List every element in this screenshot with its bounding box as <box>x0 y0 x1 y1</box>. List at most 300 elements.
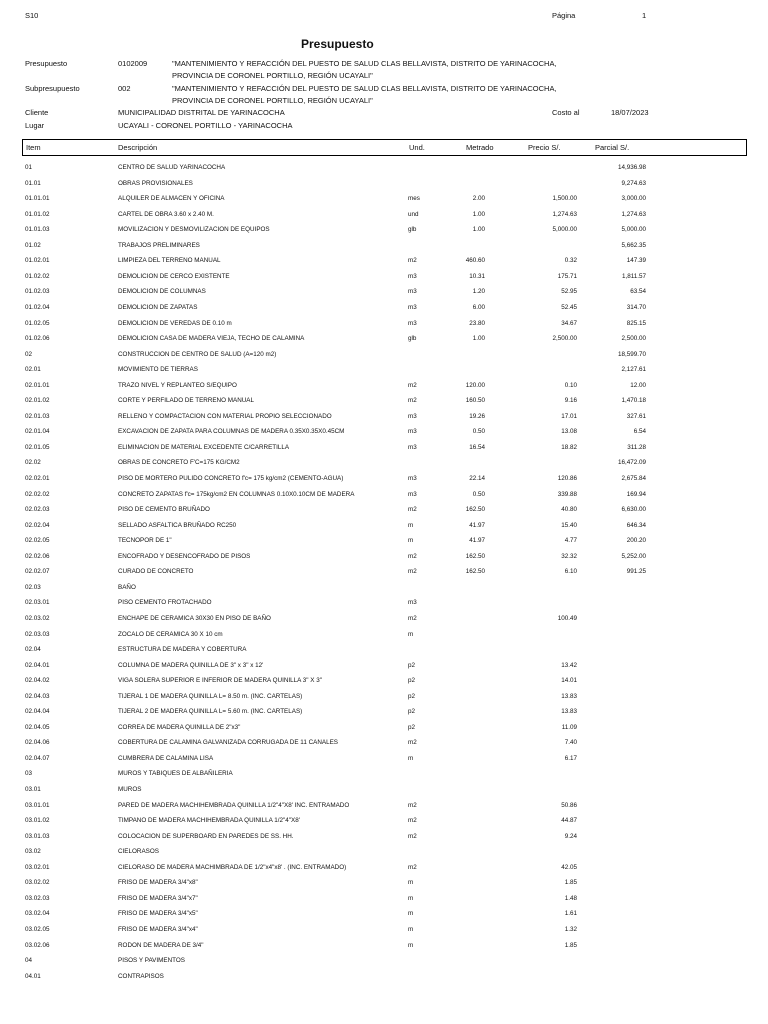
item-unit: m3 <box>408 428 417 436</box>
table-row <box>0 644 768 659</box>
item-metrado: 120.00 <box>465 381 485 389</box>
item-unit: glb <box>408 335 417 343</box>
lugar-label: Lugar <box>25 121 45 130</box>
table-row <box>0 955 768 970</box>
item-precio: 11.09 <box>561 723 577 731</box>
item-precio: 0.10 <box>564 381 577 389</box>
subpresupuesto-label: Subpresupuesto <box>25 84 80 93</box>
table-row <box>0 675 768 690</box>
item-unit: m <box>408 925 414 933</box>
item-code: 03.01.01 <box>25 801 50 809</box>
cliente-value: MUNICIPALIDAD DISTRITAL DE YARINACOCHA <box>118 108 285 117</box>
subpresupuesto-code: 002 <box>118 84 131 93</box>
item-description: CORTE Y PERFILADO DE TERRENO MANUAL <box>118 397 254 405</box>
table-row <box>0 940 768 955</box>
item-description: RODON DE MADERA DE 3/4" <box>118 941 204 949</box>
table-row <box>0 815 768 830</box>
item-code: 02.04.05 <box>25 723 50 731</box>
item-code: 03.02.03 <box>25 894 50 902</box>
column-header-metrado: Metrado <box>466 143 494 152</box>
item-precio: 1.48 <box>564 894 577 902</box>
item-unit: m <box>408 537 414 545</box>
presupuesto-code: 0102009 <box>118 59 148 68</box>
item-precio: 1,274.63 <box>552 210 577 218</box>
item-description: ENCHAPE DE CERAMICA 30X30 EN PISO DE BAÑO <box>118 614 271 622</box>
item-description: FRISO DE MADERA 3/4"x5" <box>118 910 198 918</box>
item-unit: m <box>408 879 414 887</box>
table-row <box>0 908 768 923</box>
table-row <box>0 504 768 519</box>
item-unit: m3 <box>408 412 417 420</box>
item-precio: 15.40 <box>561 521 577 529</box>
item-description: PISO CEMENTO FROTACHADO <box>118 599 212 607</box>
item-description: PISOS Y PAVIMENTOS <box>118 957 185 965</box>
item-parcial: 2,675.84 <box>621 475 646 482</box>
item-parcial: 12.00 <box>630 381 646 389</box>
table-row <box>0 318 768 333</box>
item-description: FRISO DE MADERA 3/4"x7" <box>118 894 198 902</box>
item-metrado: 6.00 <box>472 303 485 311</box>
item-parcial: 327.61 <box>626 412 646 420</box>
item-precio: 6.10 <box>564 568 577 576</box>
item-description: ALQUILER DE ALMACEN Y OFICINA <box>118 195 225 203</box>
item-description: BAÑO <box>118 583 136 591</box>
item-code: 02.03.02 <box>25 614 50 622</box>
item-precio: 120.86 <box>557 475 577 482</box>
table-row <box>0 582 768 597</box>
table-row <box>0 255 768 270</box>
item-unit: und <box>408 210 419 218</box>
table-row <box>0 846 768 861</box>
item-precio: 1,500.00 <box>552 195 577 203</box>
item-unit: m3 <box>408 272 417 280</box>
item-parcial: 5,662.35 <box>621 241 646 249</box>
table-row <box>0 426 768 441</box>
item-precio: 100.49 <box>557 614 577 622</box>
item-code: 02.01 <box>25 366 41 374</box>
table-row <box>0 597 768 612</box>
table-row <box>0 753 768 768</box>
item-precio: 339.88 <box>557 490 577 498</box>
item-code: 03.01.03 <box>25 832 50 840</box>
table-row <box>0 395 768 410</box>
item-precio: 9.16 <box>564 397 577 405</box>
table-row <box>0 286 768 301</box>
item-parcial: 9,274.63 <box>621 179 646 187</box>
item-description: RELLENO Y COMPACTACION CON MATERIAL PROPIO SELECCIONADO <box>118 412 332 420</box>
item-precio: 50.86 <box>561 801 577 809</box>
item-code: 02.04 <box>25 646 41 654</box>
cliente-label: Cliente <box>25 108 49 117</box>
item-metrado: 41.97 <box>469 537 485 545</box>
item-parcial: 5,252.00 <box>621 552 646 560</box>
item-code: 02.02.07 <box>25 568 50 576</box>
item-precio: 0.32 <box>564 257 577 265</box>
item-code: 03 <box>25 770 33 778</box>
table-row <box>0 784 768 799</box>
item-precio: 40.80 <box>561 506 577 514</box>
item-unit: m2 <box>408 506 417 514</box>
item-description: FRISO DE MADERA 3/4"x8" <box>118 879 198 887</box>
item-parcial: 5,000.00 <box>621 226 646 234</box>
item-metrado: 41.97 <box>469 521 485 529</box>
item-metrado: 19.26 <box>469 412 485 420</box>
item-code: 02.03.01 <box>25 599 50 607</box>
item-code: 02.01.05 <box>25 443 50 451</box>
table-row <box>0 862 768 877</box>
item-unit: m3 <box>408 319 417 327</box>
item-description: MOVILIZACION Y DESMOVILIZACION DE EQUIPOS <box>118 226 270 234</box>
item-metrado: 0.50 <box>472 428 485 436</box>
item-precio: 1.85 <box>564 941 577 949</box>
item-code: 02.04.03 <box>25 692 50 700</box>
item-parcial: 991.25 <box>626 568 646 576</box>
item-unit: m2 <box>408 739 417 747</box>
item-unit: m <box>408 630 414 638</box>
item-metrado: 162.50 <box>465 568 485 576</box>
item-parcial: 6.54 <box>633 428 646 436</box>
item-unit: m2 <box>408 863 417 871</box>
item-description: CORREA DE MADERA QUINILLA DE 2"x3" <box>118 723 241 731</box>
table-row <box>0 877 768 892</box>
item-code: 02 <box>25 350 33 358</box>
item-code: 03.02.06 <box>25 941 50 949</box>
item-code: 01.01.01 <box>25 195 50 203</box>
item-precio: 2,500.00 <box>552 335 577 343</box>
item-precio: 52.95 <box>561 288 577 296</box>
item-code: 01 <box>25 164 33 171</box>
item-description: CARTEL DE OBRA 3.60 x 2.40 M. <box>118 210 214 218</box>
table-row <box>0 333 768 348</box>
item-description: PISO DE CEMENTO BRUÑADO <box>118 506 210 514</box>
item-metrado: 1.00 <box>472 226 485 234</box>
table-row <box>0 660 768 675</box>
item-code: 03.02.02 <box>25 879 50 887</box>
item-code: 04.01 <box>25 972 41 980</box>
presupuesto-label: Presupuesto <box>25 59 68 68</box>
table-row <box>0 489 768 504</box>
item-code: 01.01.02 <box>25 210 50 218</box>
table-row <box>0 240 768 255</box>
item-unit: m2 <box>408 568 417 576</box>
item-precio: 13.83 <box>561 692 577 700</box>
column-header-item: Item <box>26 143 41 152</box>
item-code: 03.02.01 <box>25 863 50 871</box>
item-unit: m2 <box>408 801 417 809</box>
item-precio: 34.67 <box>561 319 577 327</box>
item-code: 01.02.03 <box>25 288 50 296</box>
item-precio: 1.85 <box>564 879 577 887</box>
item-description: OBRAS PROVISIONALES <box>118 179 193 187</box>
item-unit: m2 <box>408 552 417 560</box>
item-code: 02.01.03 <box>25 412 50 420</box>
table-row <box>0 800 768 815</box>
item-description: COLUMNA DE MADERA QUINILLA DE 3" x 3" x 12' <box>118 661 264 669</box>
item-code: 02.04.06 <box>25 739 50 747</box>
item-unit: m <box>408 910 414 918</box>
page-label: Página <box>552 11 576 20</box>
item-description: CONCRETO ZAPATAS f'c= 175kg/cm2 EN COLUMNAS 0.10X0.10CM DE MADERA <box>118 490 355 498</box>
table-row <box>0 613 768 628</box>
item-parcial: 147.39 <box>626 257 646 265</box>
item-metrado: 1.20 <box>472 288 485 296</box>
item-precio: 7.40 <box>564 739 577 747</box>
item-metrado: 16.54 <box>469 443 485 451</box>
item-description: CONTRAPISOS <box>118 972 164 980</box>
item-metrado: 0.50 <box>472 490 485 498</box>
item-parcial: 16,472.09 <box>617 459 646 467</box>
item-description: COLOCACION DE SUPERBOARD EN PAREDES DE SS. HH. <box>118 832 294 840</box>
item-description: TECNOPOR DE 1" <box>118 537 172 545</box>
item-code: 03.01 <box>25 786 41 793</box>
table-row <box>0 566 768 581</box>
item-precio: 17.01 <box>561 412 577 420</box>
item-code: 01.01 <box>25 179 41 187</box>
item-code: 02.04.07 <box>25 754 50 762</box>
item-code: 02.04.01 <box>25 661 50 669</box>
item-description: DEMOLICION DE ZAPATAS <box>118 303 198 311</box>
column-header-und: Und. <box>409 143 425 152</box>
item-parcial: 200.20 <box>626 537 646 545</box>
item-description: CURADO DE CONCRETO <box>118 568 194 576</box>
item-unit: m <box>408 754 414 762</box>
item-unit: m2 <box>408 614 417 622</box>
item-code: 02.01.02 <box>25 397 50 405</box>
table-row <box>0 209 768 224</box>
item-code: 02.03.03 <box>25 630 50 638</box>
item-description: TIJERAL 1 DE MADERA QUINILLA L= 8.50 m. (INC. CARTELAS) <box>118 692 303 700</box>
item-description: DEMOLICION DE VEREDAS DE 0.10 m <box>118 319 232 327</box>
item-description: CIELORASO DE MADERA MACHIMBRADA DE 1/2"x4"x8' . (INC. ENTRAMADO) <box>118 863 347 871</box>
item-description: OBRAS DE CONCRETO F'C=175 KG/CM2 <box>118 459 240 467</box>
item-metrado: 23.80 <box>469 319 485 327</box>
table-row <box>0 520 768 535</box>
column-header-precio: Precio S/. <box>528 143 561 152</box>
item-metrado: 460.60 <box>465 257 485 265</box>
item-code: 02.01.01 <box>25 381 50 389</box>
page-number: 1 <box>642 11 647 20</box>
item-code: 02.01.04 <box>25 428 50 436</box>
item-code: 01.02.05 <box>25 319 50 327</box>
item-parcial: 646.34 <box>626 521 646 529</box>
item-description: CUMBRERA DE CALAMINA LISA <box>118 754 214 762</box>
item-parcial: 14,936.98 <box>617 164 646 171</box>
item-metrado: 162.50 <box>465 506 485 514</box>
item-code: 03.02 <box>25 848 41 856</box>
item-code: 02.02 <box>25 459 41 467</box>
item-unit: m <box>408 894 414 902</box>
item-precio: 32.32 <box>561 552 577 560</box>
item-code: 01.01.03 <box>25 226 50 234</box>
item-unit: m3 <box>408 303 417 311</box>
item-precio: 6.17 <box>564 754 577 762</box>
item-parcial: 1,470.18 <box>621 397 646 405</box>
table-header <box>22 139 747 156</box>
presupuesto-desc-line2: PROVINCIA DE CORONEL PORTILLO, REGIÓN UCAYALI" <box>172 71 373 80</box>
item-precio: 4.77 <box>564 537 577 545</box>
item-description: MUROS Y TABIQUES DE ALBAÑILERIA <box>118 770 233 778</box>
item-description: MUROS <box>118 786 142 793</box>
item-parcial: 3,000.00 <box>621 195 646 203</box>
item-description: DEMOLICION DE COLUMNAS <box>118 288 206 296</box>
table-row <box>0 193 768 208</box>
item-parcial: 311.28 <box>627 443 646 451</box>
item-code: 02.04.04 <box>25 708 50 716</box>
table-row <box>0 768 768 783</box>
item-description: ZOCALO DE CERAMICA 30 X 10 cm <box>118 630 223 638</box>
item-code: 02.02.01 <box>25 475 50 482</box>
item-description: ELIMINACION DE MATERIAL EXCEDENTE C/CARRETILLA <box>118 443 290 451</box>
item-precio: 52.45 <box>561 303 577 311</box>
item-parcial: 63.54 <box>630 288 646 296</box>
table-row <box>0 473 768 488</box>
item-code: 02.03 <box>25 583 41 591</box>
item-code: 01.02.04 <box>25 303 50 311</box>
table-row <box>0 364 768 379</box>
item-code: 02.02.06 <box>25 552 50 560</box>
item-description: CONSTRUCCION DE CENTRO DE SALUD (A=120 m2) <box>118 350 277 358</box>
item-code: 02.04.02 <box>25 677 50 685</box>
table-row <box>0 893 768 908</box>
column-header-descripcion: Descripción <box>118 143 158 152</box>
item-parcial: 1,274.63 <box>621 210 646 218</box>
item-metrado: 10.31 <box>469 272 485 280</box>
costo-value: 18/07/2023 <box>611 108 649 117</box>
item-code: 02.02.04 <box>25 521 50 529</box>
table-row <box>0 924 768 939</box>
item-description: TRABAJOS PRELIMINARES <box>118 241 200 249</box>
table-row <box>0 831 768 846</box>
item-unit: m <box>408 521 414 529</box>
table-row <box>0 271 768 286</box>
table-row <box>0 302 768 317</box>
item-unit: m3 <box>408 475 417 482</box>
item-code: 02.02.02 <box>25 490 50 498</box>
item-description: DEMOLICION CASA DE MADERA VIEJA, TECHO DE CALAMINA <box>118 335 305 343</box>
item-description: ESTRUCTURA DE MADERA Y COBERTURA <box>118 646 247 654</box>
report-code: S10 <box>25 11 39 20</box>
item-description: CENTRO DE SALUD YARINACOCHA <box>118 164 226 171</box>
table-row <box>0 380 768 395</box>
item-unit: p2 <box>408 723 416 731</box>
item-description: MOVIMIENTO DE TIERRAS <box>118 366 198 374</box>
item-description: SELLADO ASFALTICA BRUÑADO RC250 <box>118 521 237 529</box>
table-row <box>0 178 768 193</box>
lugar-value: UCAYALI - CORONEL PORTILLO - YARINACOCHA <box>118 121 293 130</box>
item-metrado: 1.00 <box>472 335 485 343</box>
item-code: 01.02.02 <box>25 272 50 280</box>
item-precio: 13.42 <box>561 661 577 669</box>
item-description: EXCAVACION DE ZAPATA PARA COLUMNAS DE MADERA 0.35X0.35X0.45CM <box>118 428 345 436</box>
table-row <box>0 162 768 177</box>
item-parcial: 18,599.70 <box>617 350 646 358</box>
item-precio: 1.32 <box>564 925 577 933</box>
item-precio: 9.24 <box>564 832 577 840</box>
item-unit: p2 <box>408 708 416 716</box>
presupuesto-desc-line1: "MANTENIMIENTO Y REFACCIÓN DEL PUESTO DE SALUD CLAS BELLAVISTA, DISTRITO DE YARINACOCHA, <box>172 59 557 68</box>
item-unit: m <box>408 941 414 949</box>
item-description: CIELORASOS <box>118 848 159 856</box>
item-precio: 14.01 <box>561 677 577 685</box>
item-description: COBERTURA DE CALAMINA GALVANIZADA CORRUGADA DE 11 CANALES <box>118 739 338 747</box>
table-row <box>0 535 768 550</box>
item-description: FRISO DE MADERA 3/4"x4" <box>118 925 198 933</box>
item-unit: m3 <box>408 599 417 607</box>
item-precio: 175.71 <box>557 272 577 280</box>
item-precio: 44.87 <box>561 817 577 825</box>
item-unit: m3 <box>408 288 417 296</box>
item-unit: m3 <box>408 490 417 498</box>
table-row <box>0 691 768 706</box>
item-parcial: 6,630.00 <box>621 506 646 514</box>
item-description: ENCOFRADO Y DESENCOFRADO DE PISOS <box>118 552 251 560</box>
subpresupuesto-desc-line1: "MANTENIMIENTO Y REFACCIÓN DEL PUESTO DE SALUD CLAS BELLAVISTA, DISTRITO DE YARINACOCHA, <box>172 84 557 93</box>
item-description: PISO DE MORTERO PULIDO CONCRETO f'c= 175 kg/cm2 (CEMENTO-AGUA) <box>118 475 344 482</box>
table-row <box>0 737 768 752</box>
item-parcial: 1,811.57 <box>621 272 646 280</box>
table-row <box>0 442 768 457</box>
item-metrado: 1.00 <box>472 210 485 218</box>
item-code: 03.02.05 <box>25 925 50 933</box>
item-code: 01.02.06 <box>25 335 50 343</box>
table-row <box>0 349 768 364</box>
item-description: VIGA SOLERA SUPERIOR E INFERIOR DE MADERA QUINILLA 3" X 3" <box>118 677 322 685</box>
item-unit: m2 <box>408 381 417 389</box>
table-row <box>0 629 768 644</box>
item-code: 04 <box>25 957 33 965</box>
item-metrado: 22.14 <box>469 475 485 482</box>
item-unit: p2 <box>408 677 416 685</box>
costo-label: Costo al <box>552 108 580 117</box>
item-parcial: 825.15 <box>626 319 646 327</box>
item-precio: 1.61 <box>564 910 577 918</box>
table-row <box>0 722 768 737</box>
item-description: TIMPANO DE MADERA MACHIHEMBRADA QUINILLA 1/2"4"X8' <box>118 817 300 825</box>
item-parcial: 169.94 <box>626 490 646 498</box>
item-code: 03.02.04 <box>25 910 50 918</box>
item-unit: p2 <box>408 661 416 669</box>
item-description: DEMOLICION DE CERCO EXISTENTE <box>118 272 230 280</box>
item-metrado: 160.50 <box>465 397 485 405</box>
item-unit: mes <box>408 195 420 203</box>
table-row <box>0 457 768 472</box>
table-row <box>0 224 768 239</box>
subpresupuesto-desc-line2: PROVINCIA DE CORONEL PORTILLO, REGIÓN UCAYALI" <box>172 96 373 105</box>
item-parcial: 314.70 <box>626 303 646 311</box>
table-row <box>0 411 768 426</box>
item-code: 02.02.03 <box>25 506 50 514</box>
table-row <box>0 706 768 721</box>
table-row <box>0 971 768 986</box>
item-parcial: 2,500.00 <box>621 335 646 343</box>
item-description: TIJERAL 2 DE MADERA QUINILLA L= 5.60 m. (INC. CARTELAS) <box>118 708 303 716</box>
item-unit: m2 <box>408 257 417 265</box>
item-code: 03.01.02 <box>25 817 50 825</box>
item-metrado: 162.50 <box>465 552 485 560</box>
table-row <box>0 551 768 566</box>
item-unit: m2 <box>408 817 417 825</box>
item-code: 01.02 <box>25 241 41 249</box>
item-code: 01.02.01 <box>25 257 50 265</box>
item-metrado: 2.00 <box>472 195 485 203</box>
item-precio: 13.83 <box>561 708 577 716</box>
item-description: TRAZO NIVEL Y REPLANTEO S/EQUIPO <box>118 381 237 389</box>
item-precio: 5,000.00 <box>552 226 577 234</box>
item-code: 02.02.05 <box>25 537 50 545</box>
item-parcial: 2,127.61 <box>621 366 646 374</box>
item-unit: glb <box>408 226 417 234</box>
item-precio: 13.08 <box>561 428 577 436</box>
